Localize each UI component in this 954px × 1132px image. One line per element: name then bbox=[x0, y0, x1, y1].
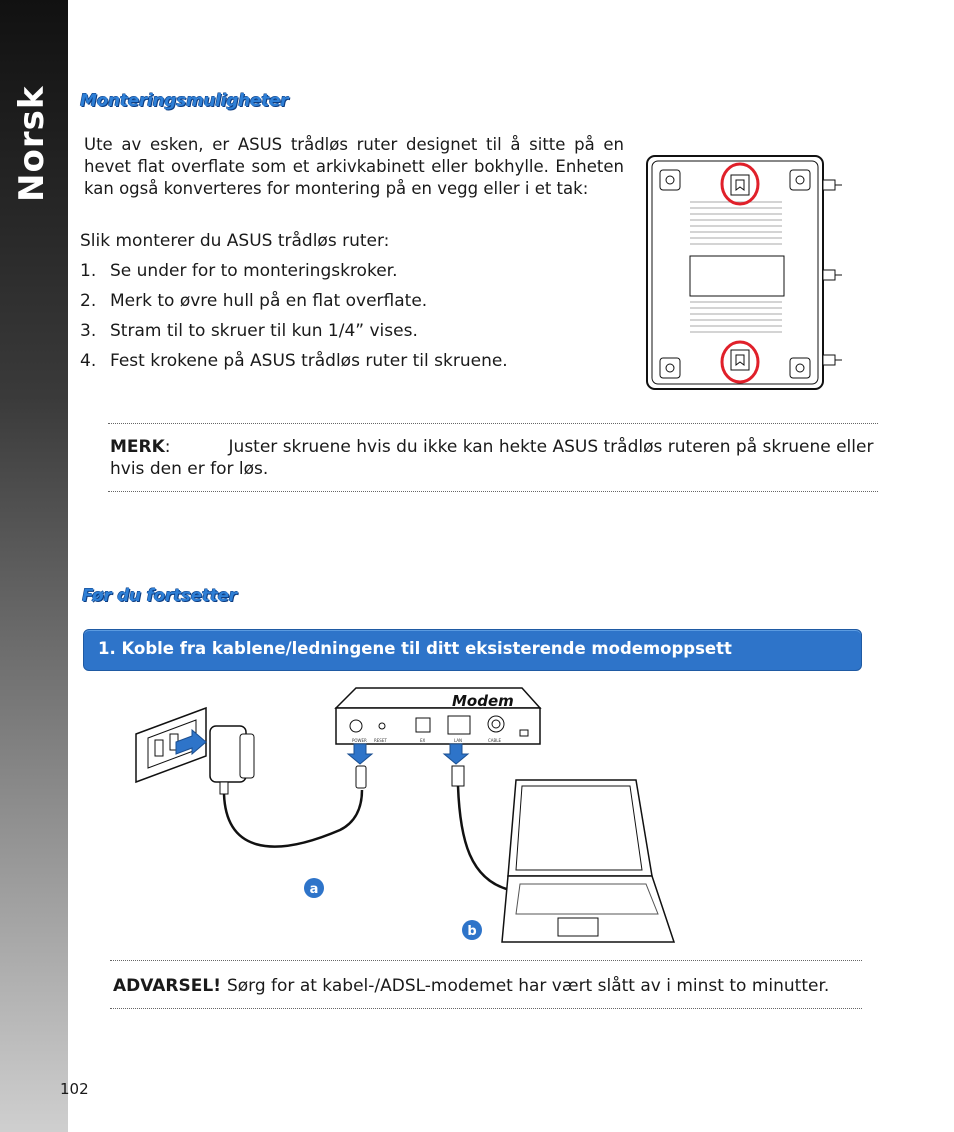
list-item bbox=[80, 320, 508, 350]
warning-divider-bottom bbox=[110, 1008, 862, 1009]
warning-label: ADVARSEL! bbox=[113, 976, 221, 996]
list-item bbox=[80, 350, 508, 380]
note-text: Juster skruene hvis du ikke kan hekte ASUS trådløs ruteren på skruene eller hvis den er for løs. bbox=[110, 437, 874, 479]
router-underside-illustration bbox=[640, 150, 850, 395]
page-number: 102 bbox=[60, 1080, 89, 1098]
power-plug-icon bbox=[356, 766, 366, 788]
mounting-intro: Slik monterer du ASUS trådløs ruter: bbox=[80, 231, 390, 251]
ethernet-plug-icon bbox=[452, 766, 464, 786]
power-cable bbox=[224, 790, 362, 847]
step-text: Se under for to monteringskroker. bbox=[110, 261, 398, 281]
list-item bbox=[80, 290, 508, 320]
note-divider-top bbox=[108, 423, 878, 424]
port-label-power: POWER bbox=[352, 738, 367, 743]
note-colon: : bbox=[164, 437, 171, 457]
port-label-reset: RESET bbox=[374, 738, 387, 743]
marker-b-label: b bbox=[467, 924, 477, 939]
side-tab-label-box bbox=[8, 85, 56, 202]
note-block bbox=[110, 436, 878, 480]
unplug-arrow-icon bbox=[444, 744, 468, 764]
step-number: 1. bbox=[80, 261, 97, 281]
section-heading-before: Før du fortsetter bbox=[82, 586, 237, 606]
warning-text: Sørg for at kabel-/ADSL-modemet har vært slått av i minst to minutter. bbox=[226, 976, 830, 996]
label-plate bbox=[690, 256, 784, 296]
step-number: 4. bbox=[80, 351, 97, 371]
ethernet-cable bbox=[458, 786, 510, 890]
side-tab-label: Norsk bbox=[12, 85, 52, 202]
laptop-icon bbox=[502, 780, 674, 942]
step-number: 3. bbox=[80, 321, 97, 341]
note-label: MERK bbox=[110, 437, 165, 457]
step-number: 2. bbox=[80, 291, 97, 311]
unplug-arrow-icon bbox=[348, 744, 372, 764]
mounting-paragraph: Ute av esken, er ASUS trådløs ruter designet til å sitte på en hevet flat overflate som et arkivkabinett eller bokhylle. Enheten kan også konverteres for montering på en vegg eller i et tak: bbox=[84, 135, 624, 198]
side-tab bbox=[0, 0, 68, 1132]
list-item bbox=[80, 260, 508, 290]
modem-connection-diagram bbox=[130, 680, 690, 950]
power-adapter-icon bbox=[210, 726, 254, 794]
warning-block bbox=[113, 976, 829, 996]
port-label-cable: CABLE bbox=[488, 738, 502, 743]
port-label-lan: LAN bbox=[454, 738, 463, 743]
modem-label: Modem bbox=[452, 692, 514, 710]
step-text: Merk to øvre hull på en flat overflate. bbox=[110, 291, 428, 311]
step-banner bbox=[83, 629, 862, 671]
step-text: Fest krokene på ASUS trådløs ruter til skruene. bbox=[110, 351, 508, 371]
step-text: Stram til to skruer til kun 1/4” vises. bbox=[110, 321, 418, 341]
mounting-steps-list bbox=[80, 260, 508, 380]
port-label-ex: EX bbox=[420, 738, 426, 743]
warning-divider-top bbox=[110, 960, 862, 961]
note-divider-bottom bbox=[108, 491, 878, 492]
antenna-icon bbox=[823, 180, 842, 365]
section-heading-mounting: Monteringsmuligheter bbox=[80, 91, 289, 111]
marker-a-label: a bbox=[309, 882, 319, 897]
step-banner-text: 1. Koble fra kablene/ledningene til ditt eksisterende modemoppsett bbox=[98, 639, 732, 658]
